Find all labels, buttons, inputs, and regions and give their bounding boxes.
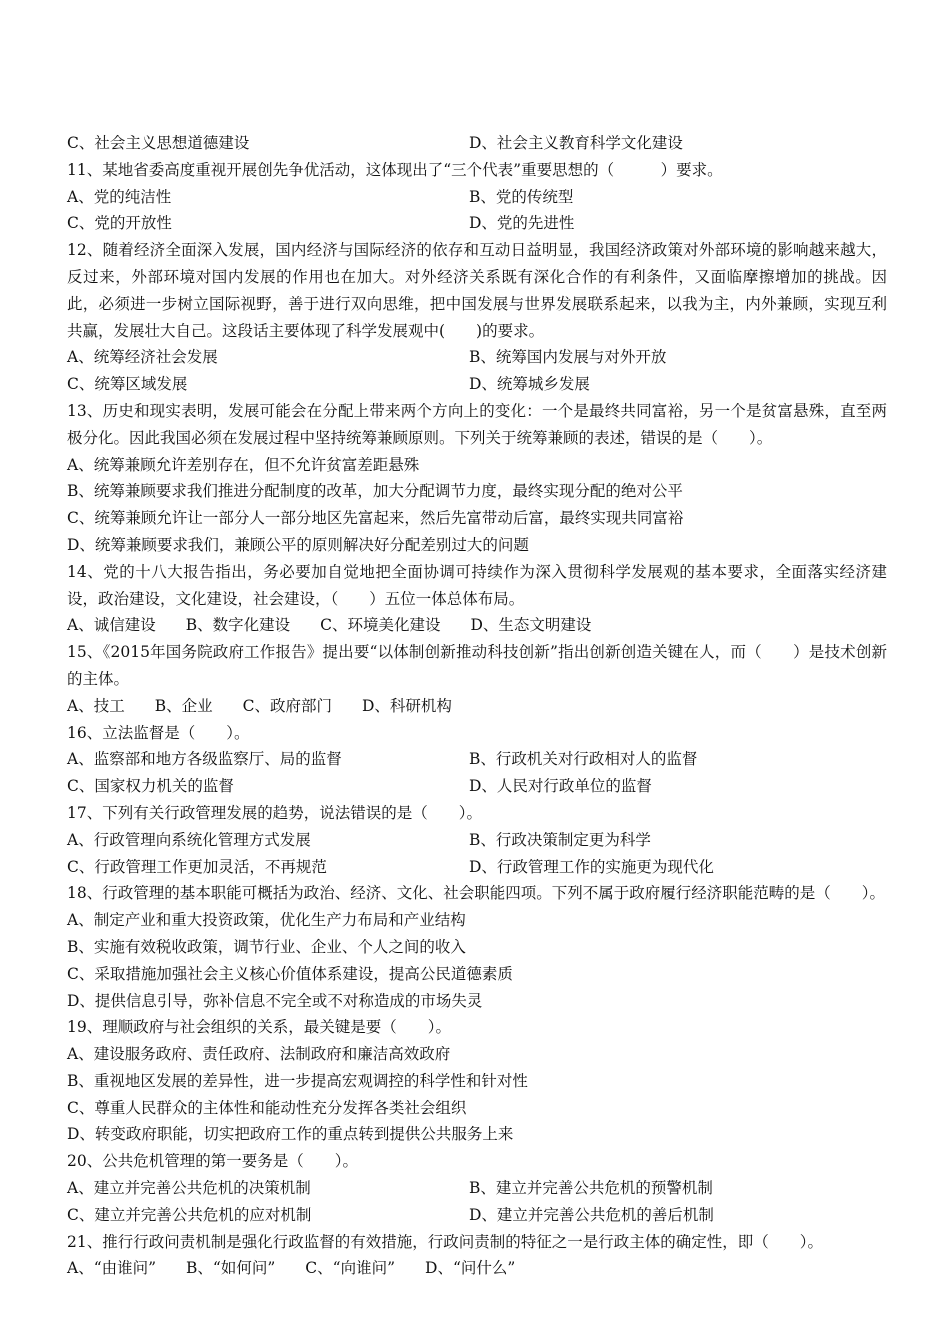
option-row [67, 746, 887, 773]
question-stem: 19、理顺政府与社会组织的关系，最关键是要（ ）。 [67, 1018, 451, 1037]
answer-option: B、党的传统型 [469, 187, 574, 206]
option-row [67, 693, 887, 720]
answer-option: A、技工 [67, 696, 125, 715]
answer-option: B、数字化建设 [185, 616, 291, 635]
option-row [67, 184, 887, 211]
question-stem: 12、随着经济全面深入发展，国内经济与国际经济的依存和互动日益明显，我国经济政策对外部环境的影响越来越大，反过来，外部环境对国内发展的作用也在加大。对外经济关系既有深化合作的有利条件，又面临摩擦增加的挑战。因此，必须进一步树立国际视野，善于进行双向思维，把中国发展与世界发展联系起来，以我为主，内外兼顾，实现互利共赢，发展壮大自己。这段话主要体现了科学发展观中( )的要求。 [67, 241, 887, 340]
answer-option: C、统筹兼顾允许让一部分人一部分地区先富起来，然后先富带动后富，最终实现共同富裕 [67, 509, 684, 528]
answer-option: D、“问什么” [425, 1259, 516, 1278]
answer-option: B、建立并完善公共危机的预警机制 [469, 1179, 713, 1198]
question-list [67, 130, 887, 1282]
answer-option: A、诚信建设 [67, 616, 156, 635]
answer-option: A、统筹兼顾允许差别存在，但不允许贫富差距悬殊 [67, 455, 420, 474]
answer-option: B、统筹国内发展与对外开放 [469, 348, 667, 367]
answer-option: C、尊重人民群众的主体性和能动性充分发挥各类社会组织 [67, 1098, 467, 1117]
answer-option: C、国家权力机关的监督 [67, 777, 234, 796]
option-row [67, 371, 887, 398]
answer-option: A、统筹经济社会发展 [67, 348, 218, 367]
answer-option: D、党的先进性 [469, 214, 575, 233]
option-row [67, 773, 887, 800]
answer-option: A、建立并完善公共危机的决策机制 [67, 1179, 311, 1198]
answer-option: C、党的开放性 [67, 214, 172, 233]
option-row [67, 612, 887, 639]
answer-option: B、“如何问” [186, 1259, 276, 1278]
answer-option: B、行政机关对行政相对人的监督 [469, 750, 698, 769]
option-row [67, 130, 887, 157]
answer-option: D、转变政府职能，切实把政府工作的重点转到提供公共服务上来 [67, 1125, 514, 1144]
option-row [67, 1175, 887, 1202]
question-stem: 14、党的十八大报告指出，务必要加自觉地把全面协调可持续作为深入贯彻科学发展观的基本要求，全面落实经济建设，政治建设，文化建设，社会建设，（ ）五位一体总体布局。 [67, 562, 887, 608]
answer-option: B、行政决策制定更为科学 [469, 830, 651, 849]
answer-option: A、行政管理向系统化管理方式发展 [67, 830, 311, 849]
question-stem: 16、立法监督是（ ）。 [67, 723, 250, 742]
answer-option: D、建立并完善公共危机的善后机制 [469, 1205, 714, 1224]
question-stem: 18、行政管理的基本职能可概括为政治、经济、文化、社会职能四项。下列不属于政府履行经济职能范畴的是（ ）。 [67, 884, 885, 903]
option-row [67, 1255, 887, 1282]
question-stem: 11、某地省委高度重视开展创先争优活动，这体现出了“三个代表”重要思想的（ ）要求。 [67, 160, 723, 179]
answer-option: B、实施有效税收政策，调节行业、企业、个人之间的收入 [67, 937, 466, 956]
answer-option: C、“向谁问” [305, 1259, 396, 1278]
option-row [67, 827, 887, 854]
answer-option: A、“由谁问” [67, 1259, 157, 1278]
answer-option: D、社会主义教育科学文化建设 [469, 134, 683, 152]
answer-option: D、人民对行政单位的监督 [469, 777, 652, 796]
answer-option: D、提供信息引导，弥补信息不完全或不对称造成的市场失灵 [67, 991, 483, 1010]
question-stem: 17、下列有关行政管理发展的趋势，说法错误的是（ ）。 [67, 803, 482, 822]
answer-option: C、环境美化建设 [320, 616, 441, 635]
option-row [67, 854, 887, 881]
answer-option: C、政府部门 [242, 696, 332, 715]
answer-option: A、建设服务政府、责任政府、法制政府和廉洁高效政府 [67, 1045, 451, 1064]
question-stem: 15、《2015年国务院政府工作报告》提出要“以体制创新推动科技创新”指出创新创造关键在人，而（ ）是技术创新的主体。 [67, 643, 887, 688]
answer-option: C、统筹区域发展 [67, 375, 188, 394]
answer-option: B、企业 [154, 696, 213, 715]
answer-option: C、采取措施加强社会主义核心价值体系建设，提高公民道德素质 [67, 964, 513, 983]
question-stem: 21、推行行政问责机制是强化行政监督的有效措施，行政问责制的特征之一是行政主体的确定性，即（ ）。 [67, 1232, 823, 1251]
answer-option: C、社会主义思想道德建设 [67, 134, 250, 152]
option-row [67, 210, 887, 237]
answer-option: C、行政管理工作更加灵活，不再规范 [67, 857, 327, 876]
question-stem: 20、公共危机管理的第一要务是（ ）。 [67, 1152, 358, 1171]
answer-option: A、监察部和地方各级监察厅、局的监督 [67, 750, 342, 769]
answer-option: D、行政管理工作的实施更为现代化 [469, 857, 714, 876]
option-row [67, 1202, 887, 1229]
answer-option: A、制定产业和重大投资政策，优化生产力布局和产业结构 [67, 911, 466, 930]
answer-option: C、建立并完善公共危机的应对机制 [67, 1205, 312, 1224]
answer-option: D、科研机构 [361, 696, 452, 715]
answer-option: B、重视地区发展的差异性，进一步提高宏观调控的科学性和针对性 [67, 1071, 528, 1090]
answer-option: D、生态文明建设 [470, 616, 592, 635]
answer-option: D、统筹城乡发展 [469, 375, 590, 394]
option-row [67, 344, 887, 371]
answer-option: A、党的纯洁性 [67, 187, 172, 206]
answer-option: D、统筹兼顾要求我们，兼顾公平的原则解决好分配差别过大的问题 [67, 535, 529, 554]
answer-option: B、统筹兼顾要求我们推进分配制度的改革，加大分配调节力度，最终实现分配的绝对公平 [67, 482, 683, 501]
question-stem: 13、历史和现实表明，发展可能会在分配上带来两个方向上的变化：一个是最终共同富裕，另一个是贫富悬殊，直至两极分化。因此我国必须在发展过程中坚持统筹兼顾原则。下列关于统筹兼顾的表述，错误的是（ ）。 [67, 401, 887, 447]
